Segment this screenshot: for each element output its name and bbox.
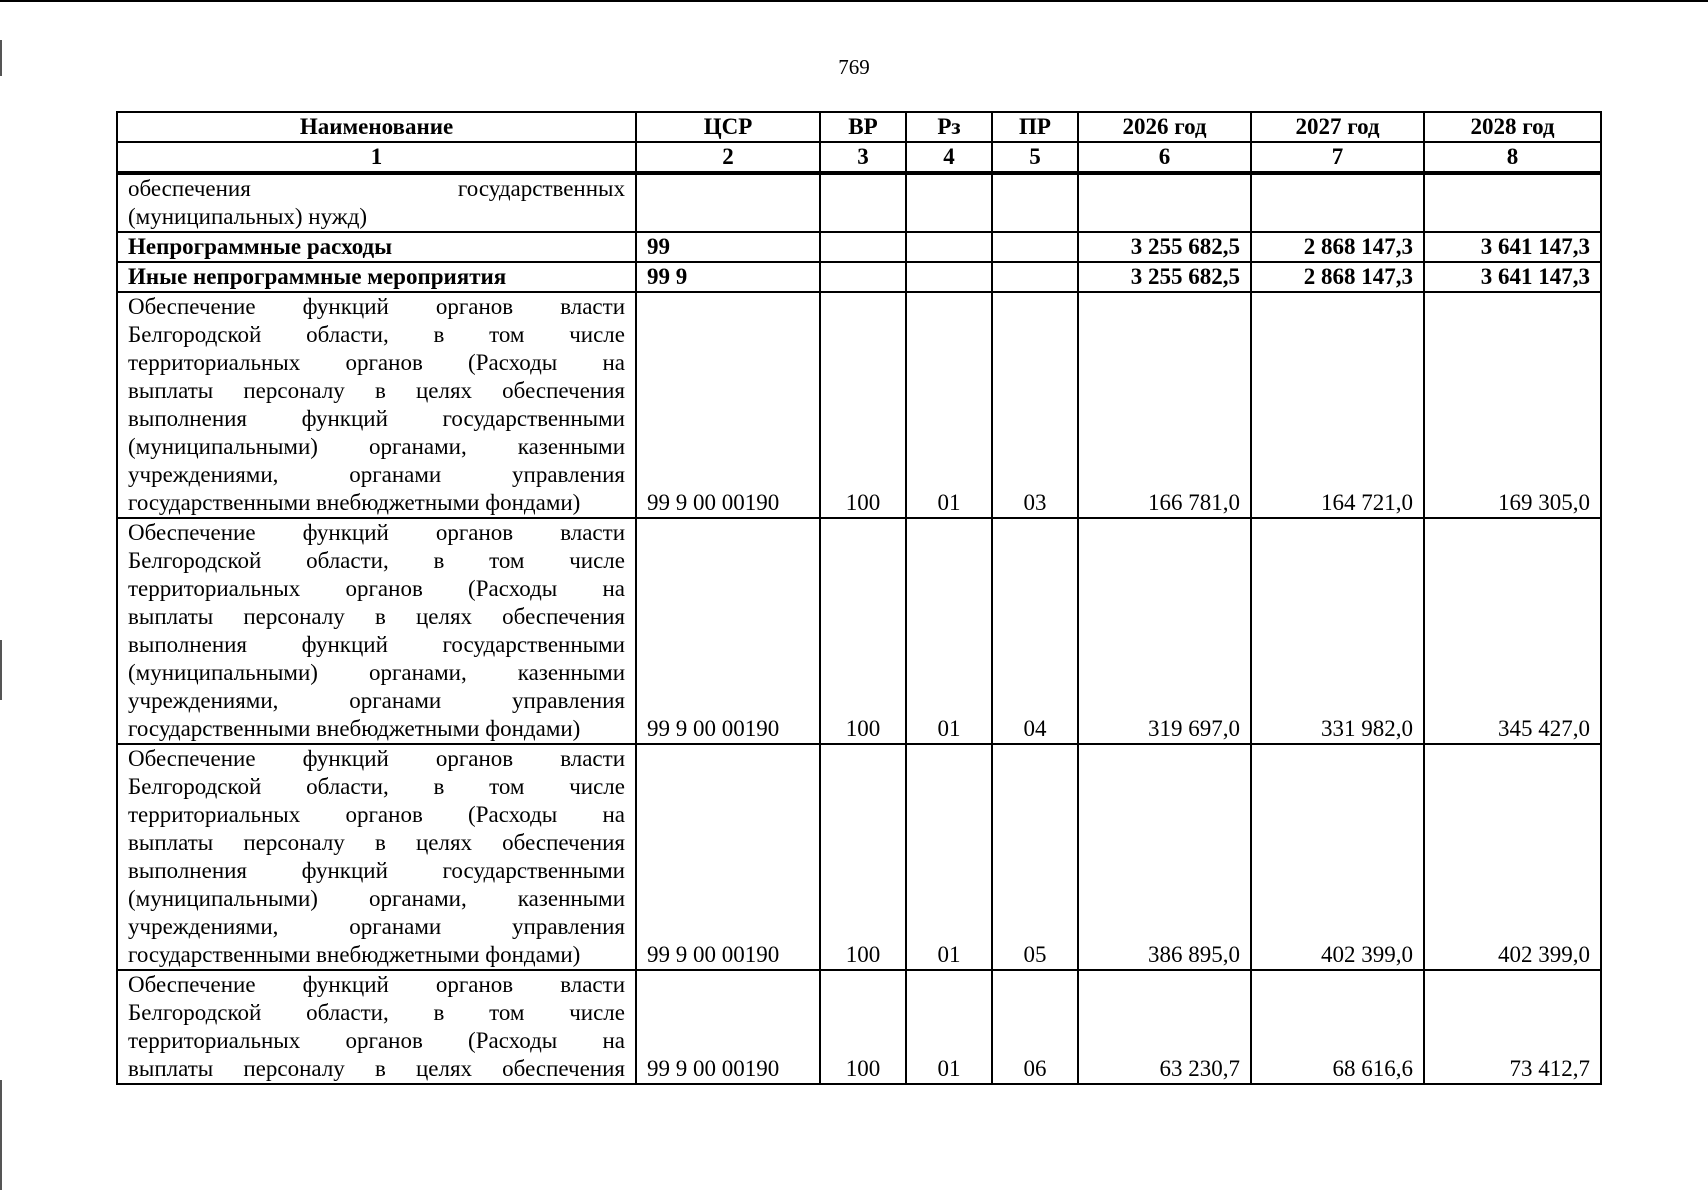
row-name-line: (муниципальными) органами, казенными <box>128 434 625 459</box>
row-name-line: выполнения функций государственными <box>128 406 625 431</box>
rz-cell: 01 <box>906 292 992 518</box>
amount-2028-cell <box>1424 173 1601 232</box>
row-name-cell <box>117 970 636 1084</box>
amount-2028-cell: 402 399,0 <box>1424 744 1601 970</box>
pr-cell: 06 <box>992 970 1078 1084</box>
column-number: 1 <box>117 142 636 173</box>
pr-cell <box>992 173 1078 232</box>
column-number: 3 <box>820 142 906 173</box>
header-pr: ПР <box>992 112 1078 142</box>
row-name-line: Белгородской области, в том числе <box>128 548 625 573</box>
row-name-line: государственными внебюджетными фондами) <box>128 942 581 967</box>
rz-cell: 01 <box>906 970 992 1084</box>
table-row <box>117 173 1601 232</box>
rz-cell <box>906 262 992 292</box>
amount-2027-cell <box>1251 173 1424 232</box>
row-name-line: территориальных органов (Расходы на <box>128 576 625 601</box>
table-row <box>117 232 1601 262</box>
header-rz: Рз <box>906 112 992 142</box>
budget-table <box>116 111 1602 1085</box>
amount-2026-cell: 166 781,0 <box>1078 292 1251 518</box>
amount-2027-cell: 68 616,6 <box>1251 970 1424 1084</box>
pr-cell: 03 <box>992 292 1078 518</box>
rz-cell <box>906 173 992 232</box>
table-row <box>117 292 1601 518</box>
amount-2028-cell: 345 427,0 <box>1424 518 1601 744</box>
row-name-line: Иные непрограммные мероприятия <box>128 264 507 289</box>
column-number-row <box>117 142 1601 173</box>
row-name-cell <box>117 518 636 744</box>
amount-2026-cell <box>1078 173 1251 232</box>
row-name-line: выполнения функций государственными <box>128 632 625 657</box>
table-row <box>117 744 1601 970</box>
row-name-line: Обеспечение функций органов власти <box>128 972 625 997</box>
row-name-cell <box>117 262 636 292</box>
row-name-line: Белгородской области, в том числе <box>128 774 625 799</box>
row-name-cell <box>117 292 636 518</box>
csr-cell: 99 9 <box>636 262 820 292</box>
vr-cell: 100 <box>820 744 906 970</box>
row-name-line: территориальных органов (Расходы на <box>128 802 625 827</box>
amount-2027-cell: 402 399,0 <box>1251 744 1424 970</box>
csr-cell: 99 9 00 00190 <box>636 744 820 970</box>
row-name-line: (муниципальных) нужд) <box>128 204 368 229</box>
column-number: 7 <box>1251 142 1424 173</box>
row-name-line: Непрограммные расходы <box>128 234 393 259</box>
row-name-line: учреждениями, органами управления <box>128 462 625 487</box>
amount-2026-cell: 3 255 682,5 <box>1078 232 1251 262</box>
row-name-line: государственными внебюджетными фондами) <box>128 490 581 515</box>
page-left-edge <box>0 1080 2 1190</box>
row-name-cell <box>117 173 636 232</box>
row-name-line: обеспечения государственных <box>128 176 625 201</box>
header-2027: 2027 год <box>1251 112 1424 142</box>
page-left-edge <box>0 640 2 700</box>
row-name-line: выплаты персоналу в целях обеспечения <box>128 604 625 629</box>
csr-cell: 99 <box>636 232 820 262</box>
vr-cell <box>820 232 906 262</box>
amount-2027-cell: 331 982,0 <box>1251 518 1424 744</box>
row-name-line: выполнения функций государственными <box>128 858 625 883</box>
table-row <box>117 970 1601 1084</box>
row-name-line: учреждениями, органами управления <box>128 914 625 939</box>
vr-cell <box>820 173 906 232</box>
header-name: Наименование <box>117 112 636 142</box>
rz-cell: 01 <box>906 744 992 970</box>
csr-cell: 99 9 00 00190 <box>636 292 820 518</box>
amount-2028-cell: 3 641 147,3 <box>1424 232 1601 262</box>
amount-2026-cell: 386 895,0 <box>1078 744 1251 970</box>
csr-cell: 99 9 00 00190 <box>636 518 820 744</box>
row-name-line: (муниципальными) органами, казенными <box>128 886 625 911</box>
header-2028: 2028 год <box>1424 112 1601 142</box>
row-name-line: выплаты персоналу в целях обеспечения <box>128 830 625 855</box>
amount-2027-cell: 2 868 147,3 <box>1251 232 1424 262</box>
rz-cell: 01 <box>906 518 992 744</box>
row-name-cell <box>117 232 636 262</box>
amount-2028-cell: 73 412,7 <box>1424 970 1601 1084</box>
pr-cell <box>992 262 1078 292</box>
column-number: 6 <box>1078 142 1251 173</box>
header-csr: ЦСР <box>636 112 820 142</box>
amount-2026-cell: 3 255 682,5 <box>1078 262 1251 292</box>
row-name-line: Обеспечение функций органов власти <box>128 294 625 319</box>
table-row <box>117 262 1601 292</box>
vr-cell <box>820 262 906 292</box>
row-name-line: Обеспечение функций органов власти <box>128 746 625 771</box>
csr-cell <box>636 173 820 232</box>
amount-2026-cell: 63 230,7 <box>1078 970 1251 1084</box>
csr-cell: 99 9 00 00190 <box>636 970 820 1084</box>
row-name-line: государственными внебюджетными фондами) <box>128 716 581 741</box>
column-number: 4 <box>906 142 992 173</box>
rz-cell <box>906 232 992 262</box>
pr-cell <box>992 232 1078 262</box>
vr-cell: 100 <box>820 970 906 1084</box>
row-name-line: территориальных органов (Расходы на <box>128 1028 625 1053</box>
vr-cell: 100 <box>820 292 906 518</box>
amount-2027-cell: 2 868 147,3 <box>1251 262 1424 292</box>
table-row <box>117 518 1601 744</box>
table-body <box>117 173 1601 1084</box>
row-name-line: учреждениями, органами управления <box>128 688 625 713</box>
row-name-line: выплаты персоналу в целях обеспечения <box>128 1056 625 1081</box>
amount-2027-cell: 164 721,0 <box>1251 292 1424 518</box>
column-number: 2 <box>636 142 820 173</box>
row-name-line: Белгородской области, в том числе <box>128 322 625 347</box>
page-number: 769 <box>838 55 870 79</box>
amount-2028-cell: 169 305,0 <box>1424 292 1601 518</box>
page-top-edge <box>0 0 1708 2</box>
row-name-line: Обеспечение функций органов власти <box>128 520 625 545</box>
amount-2028-cell: 3 641 147,3 <box>1424 262 1601 292</box>
amount-2026-cell: 319 697,0 <box>1078 518 1251 744</box>
row-name-cell <box>117 744 636 970</box>
header-vr: ВР <box>820 112 906 142</box>
vr-cell: 100 <box>820 518 906 744</box>
pr-cell: 04 <box>992 518 1078 744</box>
row-name-line: территориальных органов (Расходы на <box>128 350 625 375</box>
row-name-line: Белгородской области, в том числе <box>128 1000 625 1025</box>
row-name-line: выплаты персоналу в целях обеспечения <box>128 378 625 403</box>
header-row <box>117 112 1601 142</box>
pr-cell: 05 <box>992 744 1078 970</box>
header-2026: 2026 год <box>1078 112 1251 142</box>
row-name-line: (муниципальными) органами, казенными <box>128 660 625 685</box>
column-number: 5 <box>992 142 1078 173</box>
column-number: 8 <box>1424 142 1601 173</box>
